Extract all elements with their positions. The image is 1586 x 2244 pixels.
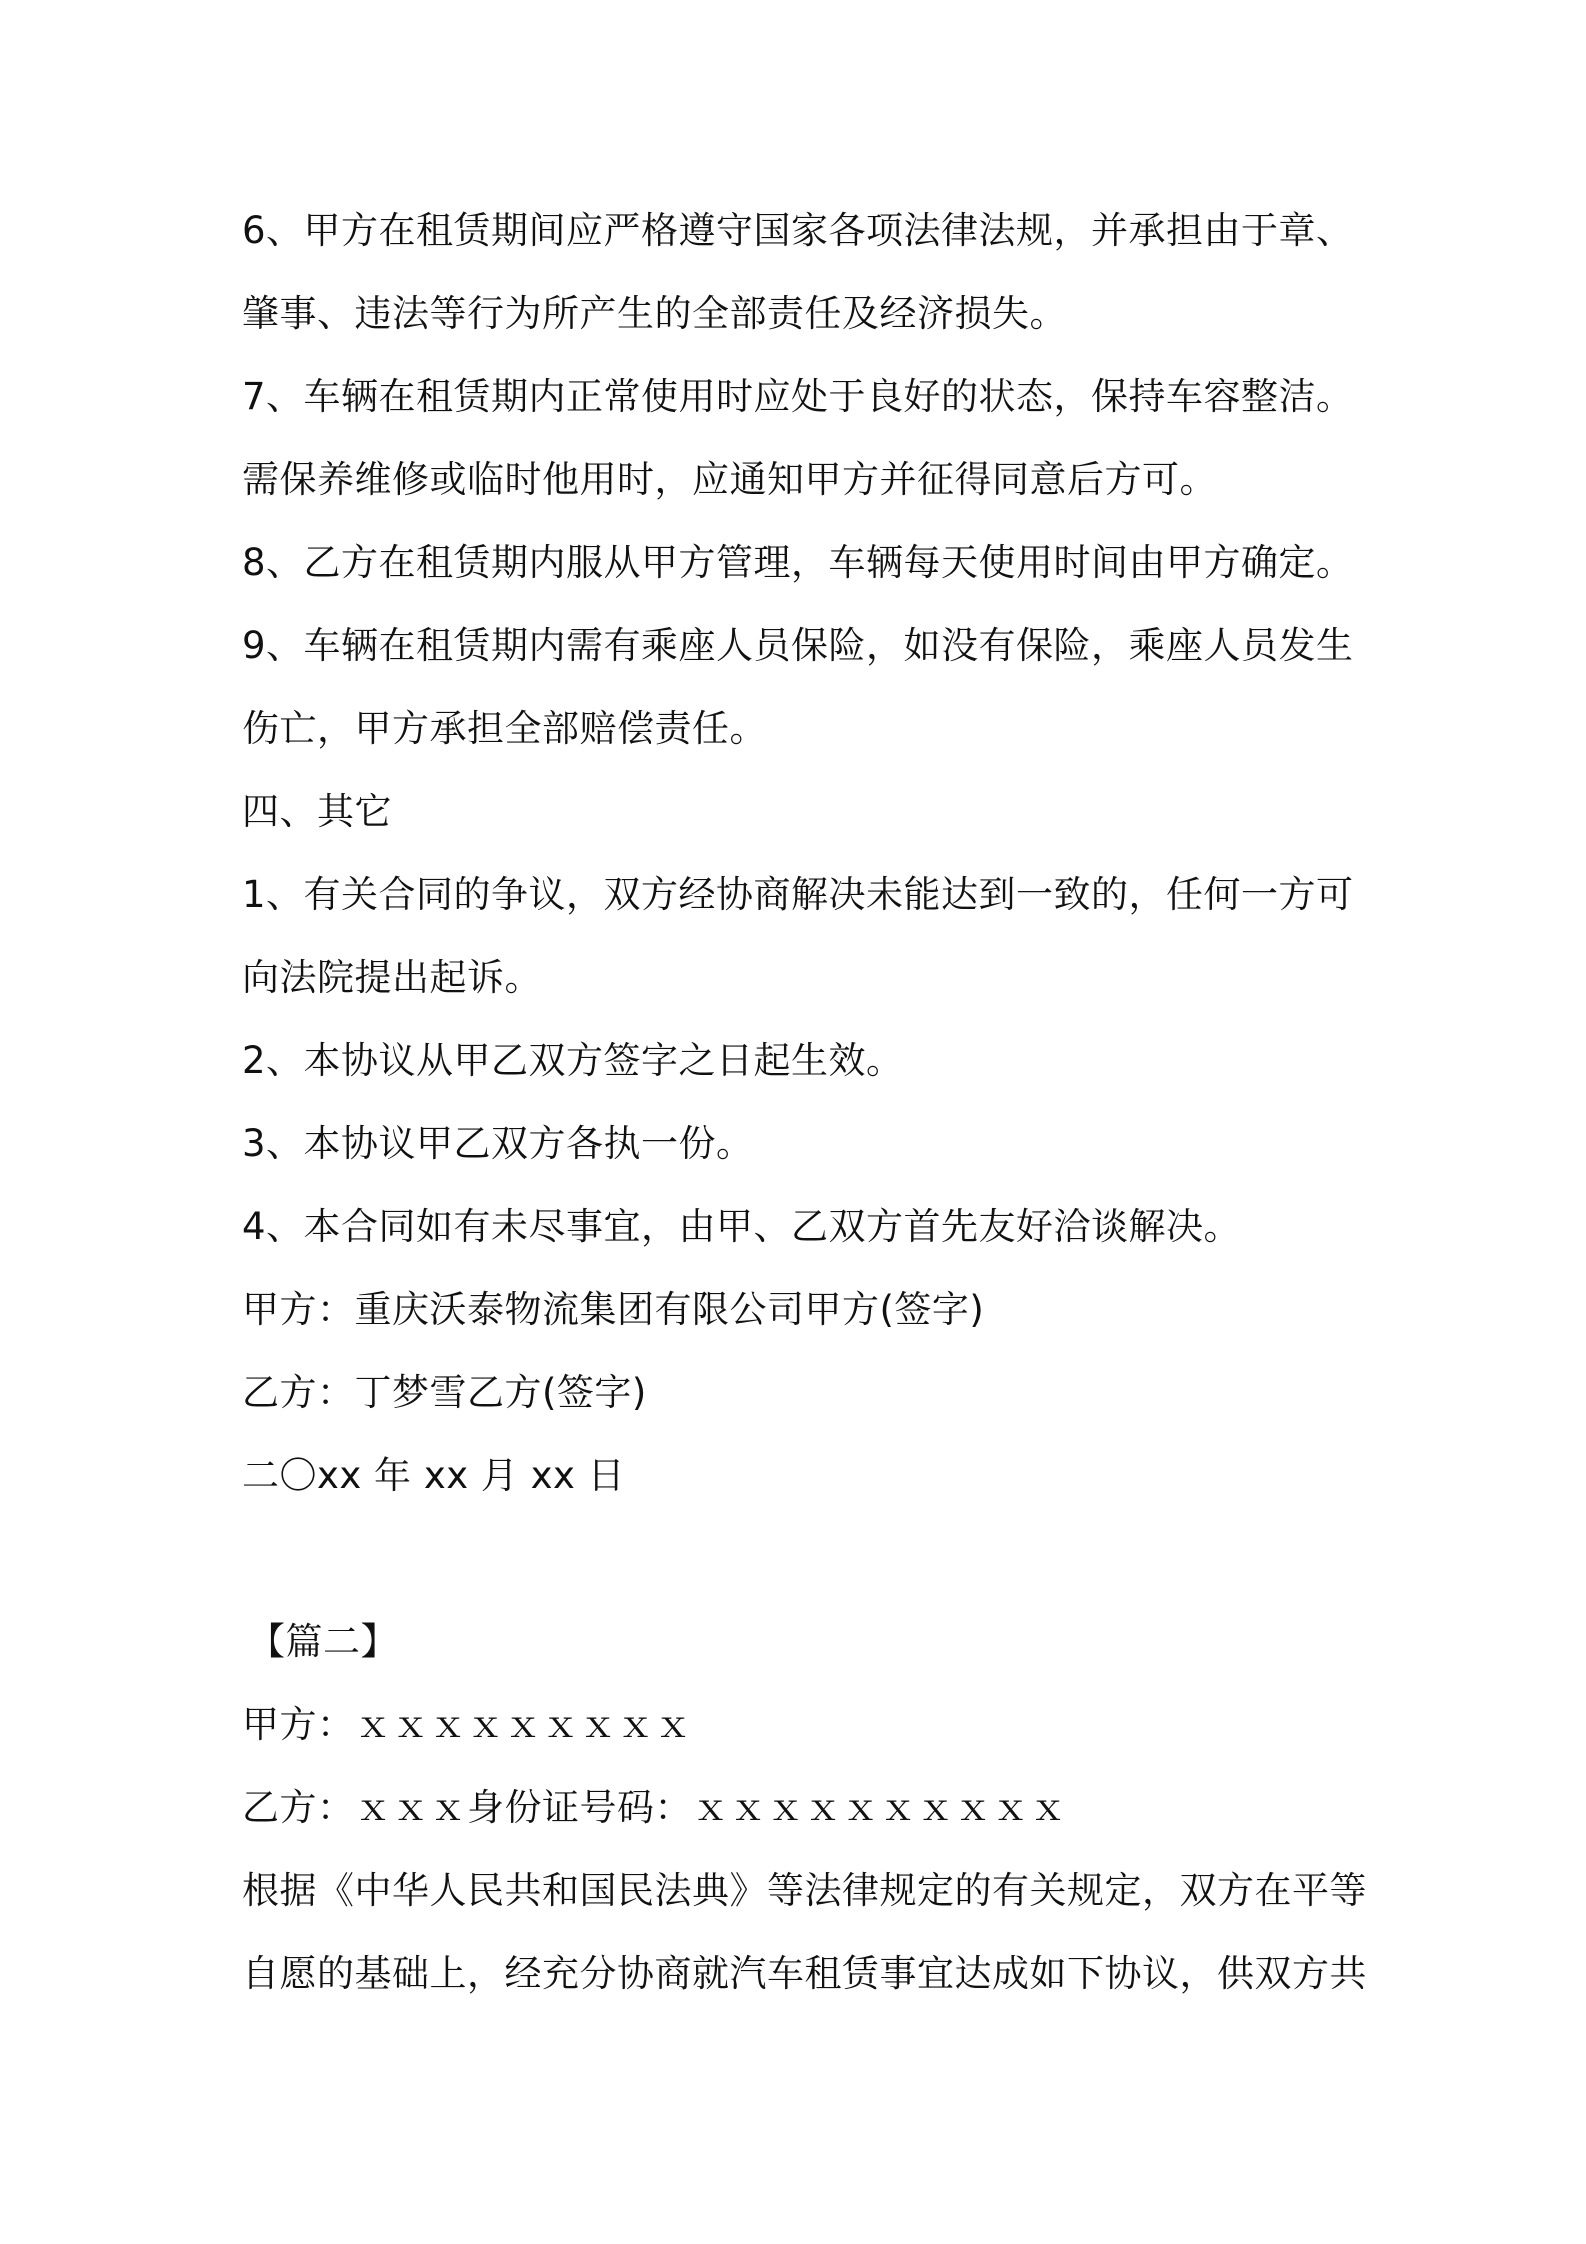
other-clause-1-line-1: 1、有关合同的争议，双方经协商解决未能达到一致的，任何一方可 (242, 873, 1354, 916)
part-two-party-b: 乙方：ｘｘｘ身份证号码：ｘｘｘｘｘｘｘｘｘｘ (242, 1786, 1067, 1829)
party-b-signature-line: 乙方：丁梦雪乙方(签字) (242, 1371, 647, 1414)
clause-9-line-2: 伤亡，甲方承担全部赔偿责任。 (242, 707, 767, 750)
clause-6-line-2: 肇事、违法等行为所产生的全部责任及经济损失。 (242, 292, 1067, 335)
part-two-heading: 【篇二】 (248, 1620, 398, 1663)
date-line: 二〇xx 年 xx 月 xx 日 (242, 1454, 626, 1497)
other-clause-4: 4、本合同如有未尽事宜，由甲、乙双方首先友好洽谈解决。 (242, 1205, 1242, 1248)
clause-9-line-1: 9、车辆在租赁期内需有乘座人员保险，如没有保险，乘座人员发生 (242, 624, 1354, 667)
other-clause-2: 2、本协议从甲乙双方签字之日起生效。 (242, 1039, 904, 1082)
clause-7-line-2: 需保养维修或临时他用时，应通知甲方并征得同意后方可。 (242, 458, 1217, 501)
other-clause-3: 3、本协议甲乙双方各执一份。 (242, 1122, 754, 1165)
part-two-intro-line-2: 自愿的基础上，经充分协商就汽车租赁事宜达成如下协议，供双方共 (242, 1952, 1367, 1995)
part-two-intro-line-1: 根据《中华人民共和国民法典》等法律规定的有关规定，双方在平等 (242, 1869, 1367, 1912)
clause-8-line-1: 8、乙方在租赁期内服从甲方管理，车辆每天使用时间由甲方确定。 (242, 541, 1354, 584)
clause-6-line-1: 6、甲方在租赁期间应严格遵守国家各项法律法规，并承担由于章、 (242, 209, 1354, 252)
party-a-signature-line: 甲方：重庆沃泰物流集团有限公司甲方(签字) (242, 1288, 985, 1331)
other-clause-1-line-2: 向法院提出起诉。 (242, 956, 542, 999)
section-4-heading: 四、其它 (242, 790, 392, 833)
part-two-party-a: 甲方：ｘｘｘｘｘｘｘｘｘ (242, 1703, 692, 1746)
clause-7-line-1: 7、车辆在租赁期内正常使用时应处于良好的状态，保持车容整洁。 (242, 375, 1354, 418)
